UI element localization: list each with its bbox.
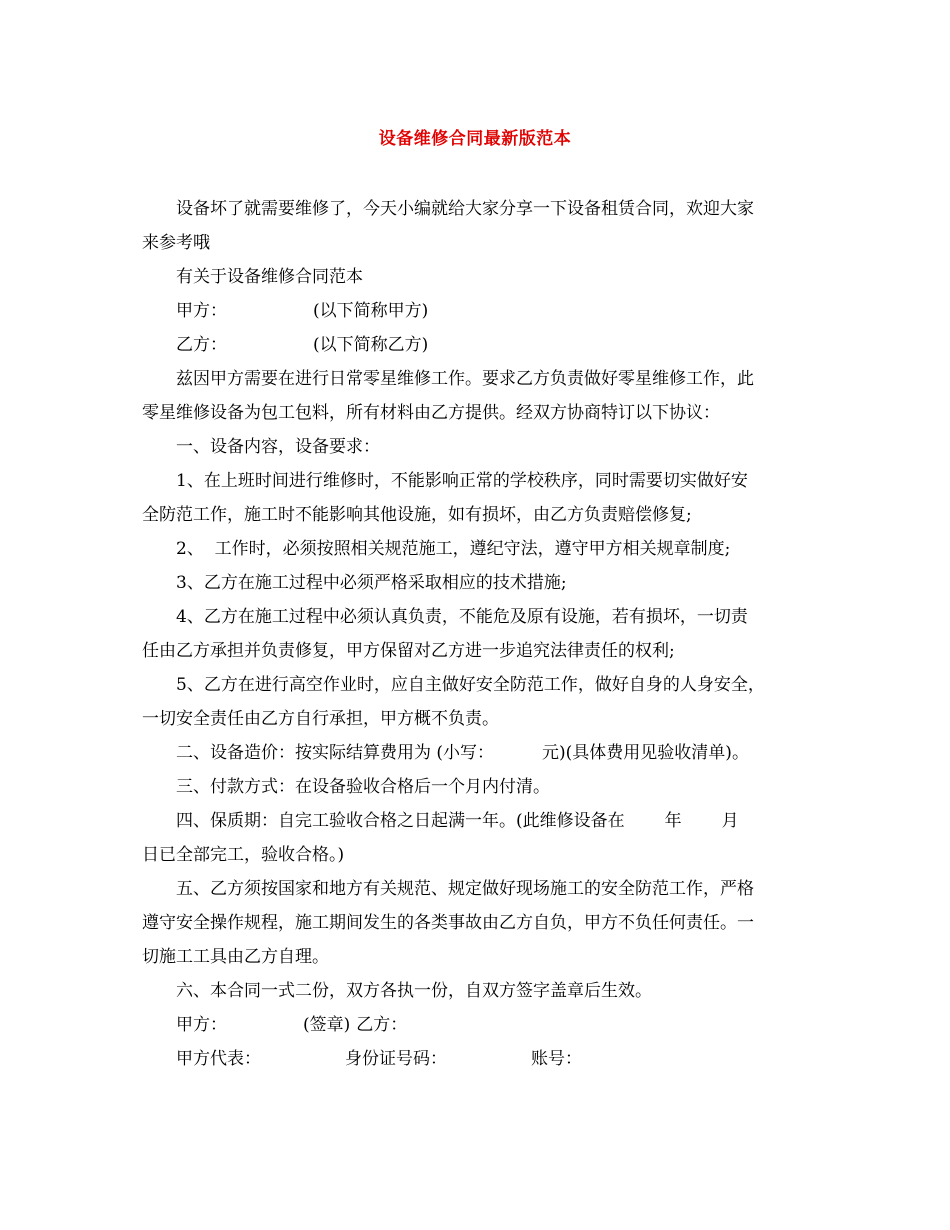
item-4-line-1: 4、乙方在施工过程中必须认真负责，不能危及原有设施，若有损坏，一切责 xyxy=(176,607,748,627)
section-4-year: 年 xyxy=(664,811,682,831)
signature-line-1 xyxy=(142,1008,856,1042)
section-2-line xyxy=(142,736,856,770)
section-4-line-1 xyxy=(142,804,856,838)
section-3: 三、付款方式：在设备验收合格后一个月内付清。 xyxy=(176,777,550,797)
preamble-line-1: 兹因甲方需要在进行日常零星维修工作。要求乙方负责做好零星维修工作，此 xyxy=(176,369,754,389)
section-2-part-1: 二、设备造价：按实际结算费用为 (小写： xyxy=(176,743,495,763)
party-a-note: (以下简称甲方) xyxy=(313,301,429,321)
section-4-line-2: 日已全部完工，验收合格。) xyxy=(142,845,345,865)
item-5-line-1: 5、乙方在进行高空作业时，应自主做好安全防范工作，做好自身的人身安全， xyxy=(176,675,765,695)
signature-id-number: 身份证号码： xyxy=(345,1049,447,1069)
intro-line-2: 来参考哦 xyxy=(142,233,210,253)
section-4-part-1: 四、保质期：自完工验收合格之日起满一年。(此维修设备在 xyxy=(176,811,625,831)
signature-party-b: 乙方： xyxy=(356,1015,408,1035)
intro-line-1: 设备坏了就需要维修了，今天小编就给大家分享一下设备租赁合同，欢迎大家 xyxy=(176,199,754,219)
signature-party-a: 甲方： xyxy=(176,1015,227,1035)
party-a-line xyxy=(142,294,856,328)
item-1-line-2: 全防范工作，施工时不能影响其他设施，如有损坏，由乙方负责赔偿修复; xyxy=(142,505,692,525)
section-2-part-2: 元)(具体费用见验收清单)。 xyxy=(542,743,749,763)
party-b-label: 乙方： xyxy=(176,335,227,355)
section-5-line-3: 切施工工具由乙方自理。 xyxy=(142,947,329,967)
section-5-line-1: 五、乙方须按国家和地方有关规范、规定做好现场施工的安全防范工作，严格 xyxy=(176,879,754,899)
signature-rep: 甲方代表： xyxy=(176,1049,261,1069)
document-title: 设备维修合同最新版范本 xyxy=(378,129,572,149)
section-4-month: 月 xyxy=(721,811,739,831)
item-3: 3、乙方在施工过程中必须严格采取相应的技术措施; xyxy=(176,573,567,593)
party-a-label: 甲方： xyxy=(176,301,227,321)
party-b-note: (以下简称乙方) xyxy=(313,335,429,355)
item-1-line-1: 1、在上班时间进行维修时，不能影响正常的学校秩序，同时需要切实做好安 xyxy=(176,471,748,491)
signature-seal: (签章) xyxy=(303,1015,351,1035)
item-5-line-2: 一切安全责任由乙方自行承担，甲方概不负责。 xyxy=(142,709,499,729)
subtitle: 有关于设备维修合同范本 xyxy=(176,267,363,287)
signature-account: 账号： xyxy=(531,1049,582,1069)
preamble-line-2: 零星维修设备为包工包料，所有材料由乙方提供。经双方协商特订以下协议： xyxy=(142,403,720,423)
section-5-line-2: 遵守安全操作规程，施工期间发生的各类事故由乙方自负，甲方不负任何责任。一 xyxy=(142,913,754,933)
section-6: 六、本合同一式二份，双方各执一份，自双方签字盖章后生效。 xyxy=(176,981,652,1001)
signature-line-2 xyxy=(142,1042,856,1076)
item-4-line-2: 任由乙方承担并负责修复，甲方保留对乙方进一步追究法律责任的权利; xyxy=(142,641,675,661)
party-b-line xyxy=(142,328,856,362)
section-1-heading: 一、设备内容，设备要求： xyxy=(176,437,380,457)
item-2: 2、 工作时，必须按照相关规范施工，遵纪守法，遵守甲方相关规章制度; xyxy=(176,539,731,559)
